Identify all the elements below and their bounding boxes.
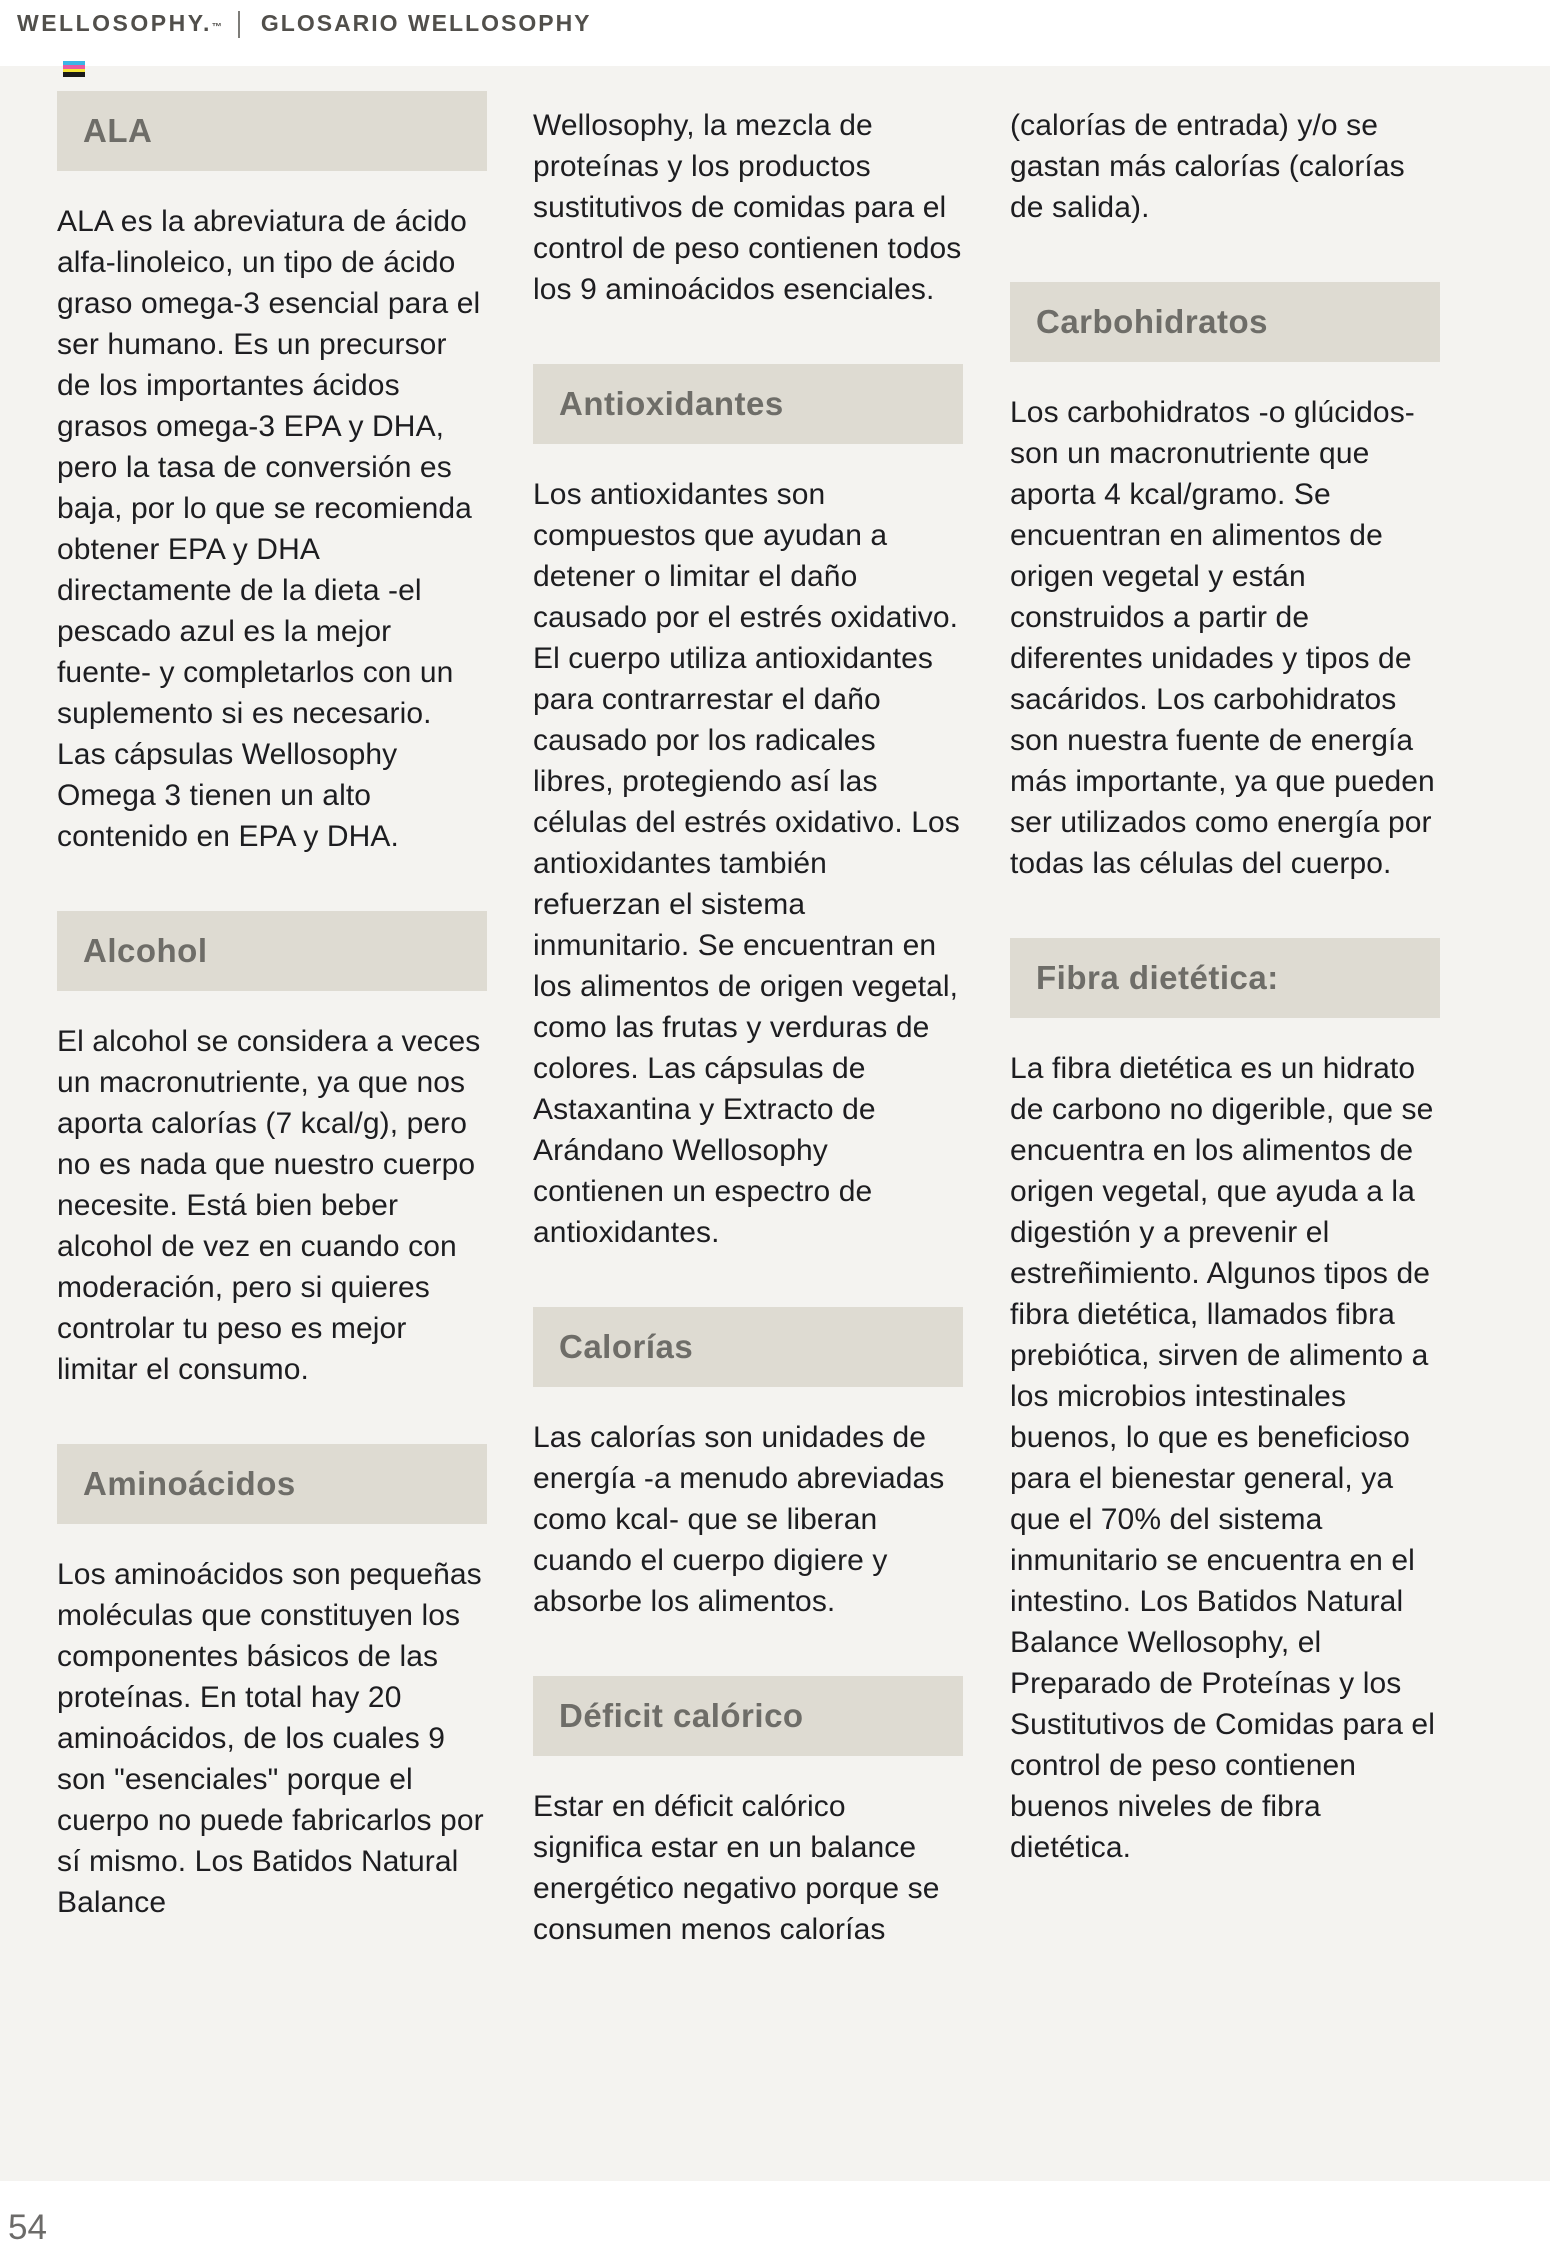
- glossary-heading-label: Antioxidantes: [559, 385, 784, 422]
- glossary-column-2: [533, 91, 963, 1950]
- glossary-heading-antioxidantes: [533, 364, 963, 444]
- glossary-heading-label: Fibra dietética:: [1036, 959, 1279, 996]
- page-header: [0, 0, 1550, 66]
- glossary-paragraph-alcohol: El alcohol se considera a veces un macronutriente, ya que nos aporta calorías (7 kcal/g), pero no es nada que nuestro cuerpo necesite. Está bien beber alcohol de vez en cuando con moderación, pero si quieres controlar tu peso es mejor limitar el consumo.: [57, 1025, 481, 1386]
- glossary-paragraph-aminoacidos-continued: Wellosophy, la mezcla de proteínas y los productos sustitutivos de comidas para el control de peso contienen todos los 9 aminoácidos esenciales.: [533, 109, 962, 306]
- glossary-heading-label: Aminoácidos: [83, 1465, 296, 1502]
- registration-stripe-black: [63, 72, 85, 77]
- glossary-heading-label: Alcohol: [83, 932, 208, 969]
- glossary-paragraph-fibra-dietetica: La fibra dietética es un hidrato de carbono no digerible, que se encuentra en los alimentos de origen vegetal, que ayuda a la digestión y a prevenir el estreñimiento. Algunos tipos de fibra dietética, llamados fibra prebiótica, sirven de alimento a los microbios intestinales buenos, lo que es beneficioso para el bienestar general, ya que el 70% del sistema inmunitario se encuentra en el intestino. Los Batidos Natural Balance Wellosophy, el Preparado de Proteínas y los Sustitutivos de Comidas para el control de peso contienen buenos niveles de fibra dietética.: [1010, 1052, 1435, 1864]
- glossary-heading-ala: [57, 91, 487, 171]
- glossary-column-3: [1010, 91, 1440, 1868]
- page-number: 54: [8, 2208, 47, 2247]
- glossary-heading-label: Déficit calórico: [559, 1697, 804, 1734]
- glossary-heading-fibra-dietetica: [1010, 938, 1440, 1018]
- glossary-heading-carbohidratos: [1010, 282, 1440, 362]
- glossary-heading-label: Carbohidratos: [1036, 303, 1269, 340]
- print-registration-mark-icon: [63, 61, 85, 77]
- brand-logo-text: WELLOSOPHY.: [17, 10, 212, 36]
- glossary-paragraph-aminoacidos: Los aminoácidos son pequeñas moléculas que constituyen los componentes básicos de las proteínas. En total hay 20 aminoácidos, de los cuales 9 son "esenciales" porque el cuerpo no puede fabricarlos por sí mismo. Los Batidos Natural Balance: [57, 1558, 484, 1919]
- glossary-column-1: [57, 91, 487, 1923]
- header-divider: [238, 11, 240, 38]
- glossary-heading-calorias: [533, 1307, 963, 1387]
- glossary-paragraph-calorias: Las calorías son unidades de energía -a menudo abreviadas como kcal- que se liberan cuando el cuerpo digiere y absorbe los alimentos.: [533, 1421, 945, 1618]
- brand-logo: [17, 10, 222, 37]
- page-title: GLOSARIO WELLOSOPHY: [260, 10, 592, 36]
- trademark-symbol: ™: [211, 22, 222, 33]
- glossary-heading-deficit-calorico: [533, 1676, 963, 1756]
- glossary-paragraph-antioxidantes: Los antioxidantes son compuestos que ayudan a detener o limitar el daño causado por el estrés oxidativo. El cuerpo utiliza antioxidantes para contrarrestar el daño causado por los radicales libres, protegiendo así las células del estrés oxidativo. Los antioxidantes también refuerzan el sistema inmunitario. Se encuentran en los alimentos de origen vegetal, como las frutas y verduras de colores. Las cápsulas de Astaxantina y Extracto de Arándano Wellosophy contienen un espectro de antioxidantes.: [533, 478, 960, 1249]
- glossary-paragraph-ala: ALA es la abreviatura de ácido alfa-linoleico, un tipo de ácido graso omega-3 esencial para el ser humano. Es un precursor de los importantes ácidos grasos omega-3 EPA y DHA, pero la tasa de conversión es baja, por lo que se recomienda obtener EPA y DHA directamente de la dieta -el pescado azul es la mejor fuente- y completarlos con un suplemento si es necesario. Las cápsulas Wellosophy Omega 3 tienen un alto contenido en EPA y DHA.: [57, 205, 481, 853]
- glossary-paragraph-deficit-calorico-continued: (calorías de entrada) y/o se gastan más calorías (calorías de salida).: [1010, 109, 1405, 224]
- glossary-heading-label: Calorías: [559, 1328, 694, 1365]
- glossary-paragraph-carbohidratos: Los carbohidratos -o glúcidos- son un macronutriente que aporta 4 kcal/gramo. Se encuentran en alimentos de origen vegetal y están construidos a partir de diferentes unidades y tipos de sacáridos. Los carbohidratos son nuestra fuente de energía más importante, ya que pueden ser utilizados como energía por todas las células del cuerpo.: [1010, 396, 1435, 880]
- glossary-paragraph-deficit-calorico: Estar en déficit calórico significa estar en un balance energético negativo porque se consumen menos calorías: [533, 1790, 940, 1946]
- glossary-heading-aminoacidos: [57, 1444, 487, 1524]
- glossary-heading-label: ALA: [83, 112, 153, 149]
- glossary-heading-alcohol: [57, 911, 487, 991]
